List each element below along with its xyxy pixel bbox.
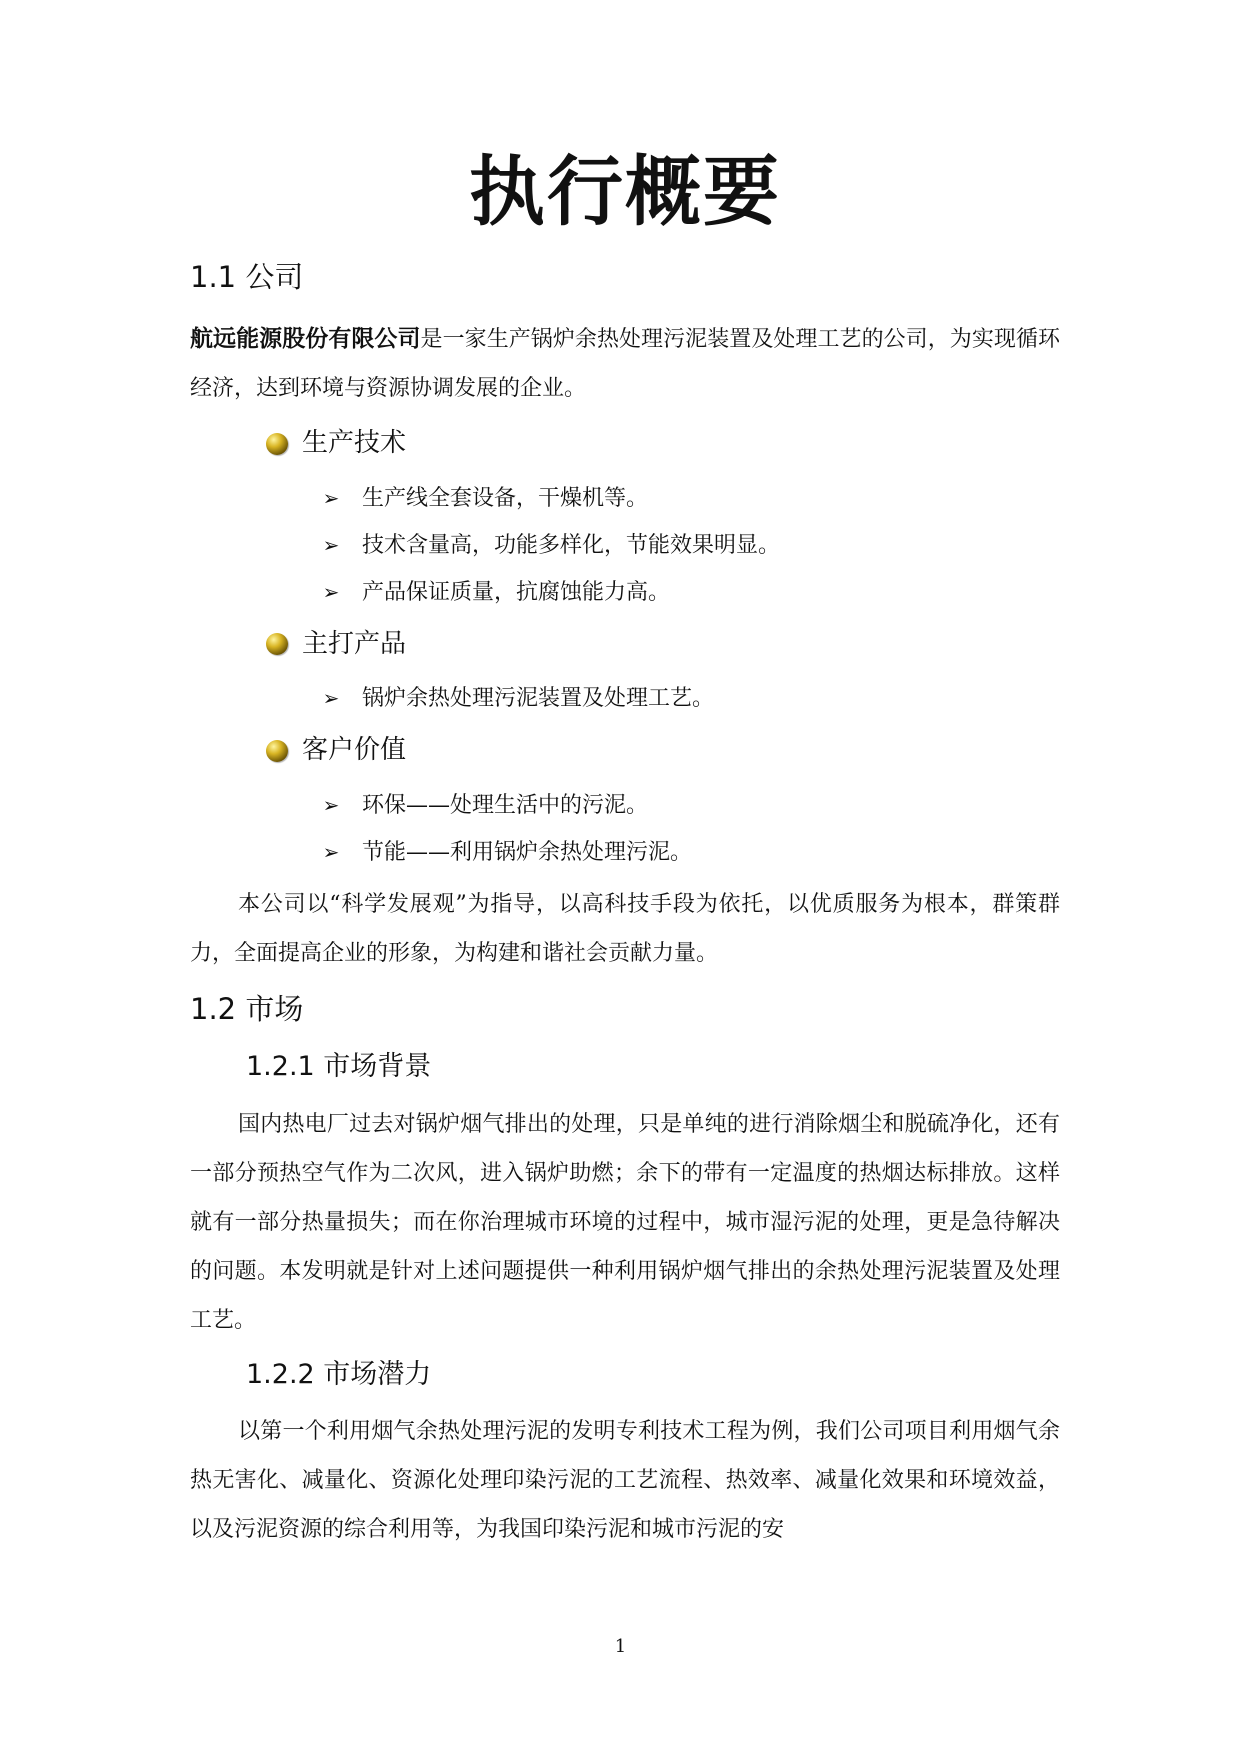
market-background-paragraph: 国内热电厂过去对锅炉烟气排出的处理，只是单纯的进行消除烟尘和脱硫净化，还有一部分预热空气作为二次风，进入锅炉助燃；余下的带有一定温度的热烟达标排放。这样就有一部分热量损失；而在你治理城市环境的过程中，城市湿污泥的处理，更是急待解决的问题。本发明就是针对上述问题提供一种利用锅炉烟气排出的余热处理污泥装置及处理工艺。 [190, 1111, 1060, 1333]
arrow-bullet-icon: ➢ [322, 579, 340, 604]
company-closing-paragraph: 本公司以“科学发展观”为指导，以高科技手段为依托，以优质服务为根本，群策群力，全面提高企业的形象，为构建和谐社会贡献力量。 [190, 891, 1060, 966]
list-item [320, 569, 1060, 616]
list-item-text: 环保——处理生活中的污泥。 [362, 792, 649, 818]
list-item-text: 产品保证质量，抗腐蚀能力高。 [362, 579, 671, 605]
company-name: 航远能源股份有限公司 [190, 326, 421, 353]
subheading-production-tech [266, 423, 1060, 465]
arrow-bullet-icon: ➢ [322, 485, 340, 510]
subheading-label: 客户价值 [302, 735, 407, 766]
market-potential-paragraph: 以第一个利用烟气余热处理污泥的发明专利技术工程为例，我们公司项目利用烟气余热无害化、减量化、资源化处理印染污泥的工艺流程、热效率、减量化效果和环境效益，以及污泥资源的综合利用等，为我国印染污泥和城市污泥的安 [190, 1419, 1060, 1543]
subheading-label: 主打产品 [302, 628, 407, 659]
list-item-text: 节能——利用锅炉余热处理污泥。 [362, 839, 693, 865]
company-intro-paragraph [190, 315, 1060, 413]
section-heading-company: 1.1 公司 [190, 259, 304, 294]
list-customer-value [190, 782, 1060, 876]
list-item-text: 生产线全套设备，干燥机等。 [362, 485, 649, 511]
bullet-ball-icon [266, 433, 288, 455]
page-number: 1 [614, 1636, 627, 1657]
arrow-bullet-icon: ➢ [322, 839, 340, 864]
arrow-bullet-icon: ➢ [322, 532, 340, 557]
section-heading-market: 1.2 市场 [190, 991, 304, 1026]
arrow-bullet-icon: ➢ [322, 792, 340, 817]
list-item-text: 锅炉余热处理污泥装置及处理工艺。 [362, 686, 715, 712]
document-title: 执行概要 [469, 147, 781, 236]
subheading-customer-value [266, 730, 1060, 772]
subsection-heading-market-background: 1.2.1 市场背景 [246, 1051, 432, 1083]
list-item [320, 675, 1060, 722]
list-item [320, 829, 1060, 876]
company-intro-text: 是一家生产锅炉余热处理污泥装置及处理工艺的公司，为实现循环经济，达到环境与资源协调发展的企业。 [190, 327, 1060, 402]
list-item [320, 475, 1060, 522]
subheading-main-product [266, 624, 1060, 666]
bullet-ball-icon [266, 633, 288, 655]
list-item [320, 522, 1060, 569]
page-content [190, 147, 1060, 1564]
subsection-heading-market-potential: 1.2.2 市场潜力 [246, 1358, 432, 1390]
bullet-ball-icon [266, 740, 288, 762]
list-production-tech [190, 475, 1060, 616]
subheading-label: 生产技术 [302, 428, 407, 459]
list-main-product [190, 675, 1060, 722]
arrow-bullet-icon: ➢ [322, 686, 340, 711]
list-item [320, 782, 1060, 829]
list-item-text: 技术含量高，功能多样化，节能效果明显。 [362, 532, 781, 558]
